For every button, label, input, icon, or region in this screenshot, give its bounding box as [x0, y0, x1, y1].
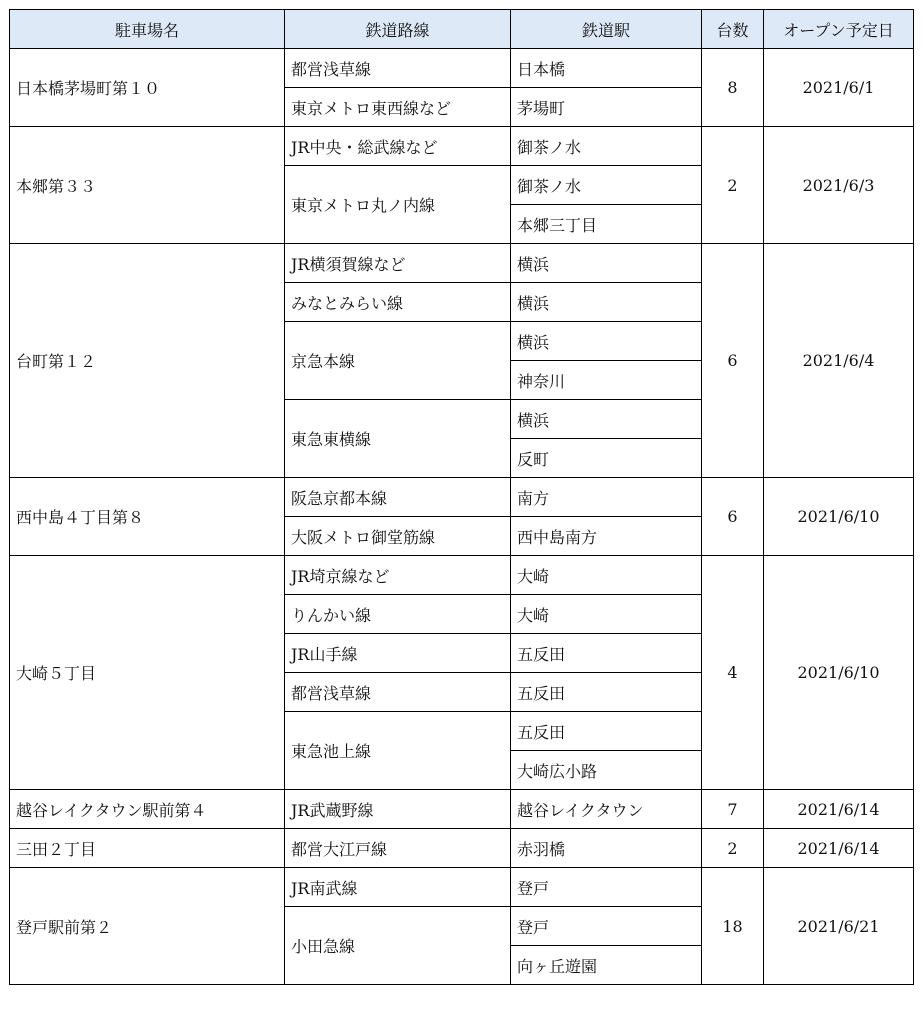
railway-line-cell: JR南武線 — [285, 868, 511, 907]
station-cell: 横浜 — [511, 283, 702, 322]
railway-line-cell: JR山手線 — [285, 634, 511, 673]
station-cell: 日本橋 — [511, 49, 702, 88]
open-date-cell: 2021/6/14 — [764, 790, 914, 829]
header-count: 台数 — [702, 10, 764, 49]
parking-name-cell: 日本橋茅場町第１０ — [10, 49, 285, 127]
railway-line-cell: 東京メトロ丸ノ内線 — [285, 166, 511, 244]
railway-line-cell: りんかい線 — [285, 595, 511, 634]
railway-line-cell: 阪急京都本線 — [285, 478, 511, 517]
count-cell: 18 — [702, 868, 764, 985]
open-date-cell: 2021/6/14 — [764, 829, 914, 868]
parking-name-cell: 西中島４丁目第８ — [10, 478, 285, 556]
table-wrapper — [9, 9, 914, 985]
station-cell: 横浜 — [511, 244, 702, 283]
table-header — [10, 10, 914, 49]
open-date-cell: 2021/6/4 — [764, 244, 914, 478]
railway-line-cell: JR武蔵野線 — [285, 790, 511, 829]
station-cell: 横浜 — [511, 400, 702, 439]
parking-name-cell: 台町第１２ — [10, 244, 285, 478]
table-body — [10, 49, 914, 985]
station-cell: 南方 — [511, 478, 702, 517]
station-cell: 五反田 — [511, 634, 702, 673]
railway-line-cell: みなとみらい線 — [285, 283, 511, 322]
station-cell: 大崎 — [511, 595, 702, 634]
parking-name-cell: 本郷第３３ — [10, 127, 285, 244]
station-cell: 神奈川 — [511, 361, 702, 400]
railway-line-cell: 東急池上線 — [285, 712, 511, 790]
count-cell: 6 — [702, 244, 764, 478]
railway-line-cell: JR横須賀線など — [285, 244, 511, 283]
open-date-cell: 2021/6/1 — [764, 49, 914, 127]
open-date-cell: 2021/6/10 — [764, 478, 914, 556]
header-parking-name: 駐車場名 — [10, 10, 285, 49]
count-cell: 7 — [702, 790, 764, 829]
railway-line-cell: 都営大江戸線 — [285, 829, 511, 868]
parking-name-cell: 三田２丁目 — [10, 829, 285, 868]
railway-line-cell: JR中央・総武線など — [285, 127, 511, 166]
open-date-cell: 2021/6/21 — [764, 868, 914, 985]
parking-table — [9, 9, 914, 985]
table-row — [10, 790, 914, 829]
station-cell: 反町 — [511, 439, 702, 478]
table-row — [10, 49, 914, 88]
station-cell: 登戸 — [511, 868, 702, 907]
station-cell: 向ヶ丘遊園 — [511, 946, 702, 985]
railway-line-cell: 小田急線 — [285, 907, 511, 985]
count-cell: 8 — [702, 49, 764, 127]
railway-line-cell: 大阪メトロ御堂筋線 — [285, 517, 511, 556]
table-row — [10, 127, 914, 166]
station-cell: 越谷レイクタウン — [511, 790, 702, 829]
header-station: 鉄道駅 — [511, 10, 702, 49]
station-cell: 赤羽橋 — [511, 829, 702, 868]
count-cell: 4 — [702, 556, 764, 790]
parking-name-cell: 大崎５丁目 — [10, 556, 285, 790]
station-cell: 西中島南方 — [511, 517, 702, 556]
table-row — [10, 556, 914, 595]
table-row — [10, 868, 914, 907]
station-cell: 五反田 — [511, 673, 702, 712]
station-cell: 茅場町 — [511, 88, 702, 127]
station-cell: 登戸 — [511, 907, 702, 946]
station-cell: 横浜 — [511, 322, 702, 361]
table-row — [10, 829, 914, 868]
count-cell: 2 — [702, 829, 764, 868]
header-row — [10, 10, 914, 49]
table-row — [10, 478, 914, 517]
open-date-cell: 2021/6/10 — [764, 556, 914, 790]
station-cell: 大崎広小路 — [511, 751, 702, 790]
railway-line-cell: JR埼京線など — [285, 556, 511, 595]
header-railway-line: 鉄道路線 — [285, 10, 511, 49]
station-cell: 本郷三丁目 — [511, 205, 702, 244]
parking-name-cell: 登戸駅前第２ — [10, 868, 285, 985]
railway-line-cell: 京急本線 — [285, 322, 511, 400]
count-cell: 2 — [702, 127, 764, 244]
count-cell: 6 — [702, 478, 764, 556]
railway-line-cell: 都営浅草線 — [285, 673, 511, 712]
railway-line-cell: 都営浅草線 — [285, 49, 511, 88]
parking-name-cell: 越谷レイクタウン駅前第４ — [10, 790, 285, 829]
station-cell: 大崎 — [511, 556, 702, 595]
railway-line-cell: 東京メトロ東西線など — [285, 88, 511, 127]
station-cell: 御茶ノ水 — [511, 166, 702, 205]
station-cell: 御茶ノ水 — [511, 127, 702, 166]
header-open-date: オープン予定日 — [764, 10, 914, 49]
railway-line-cell: 東急東横線 — [285, 400, 511, 478]
open-date-cell: 2021/6/3 — [764, 127, 914, 244]
station-cell: 五反田 — [511, 712, 702, 751]
table-row — [10, 244, 914, 283]
